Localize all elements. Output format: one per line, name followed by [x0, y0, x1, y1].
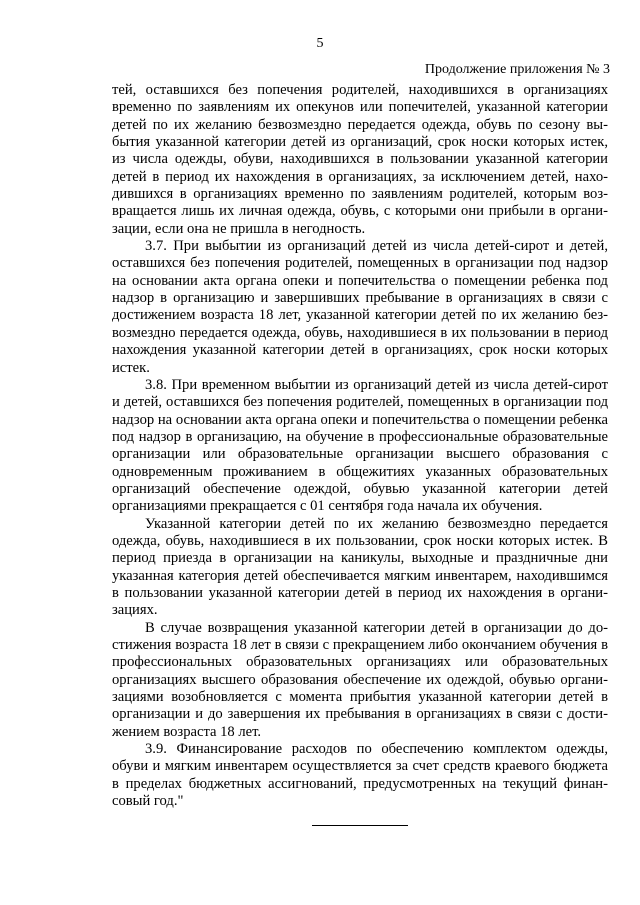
- document-body: [112, 82, 608, 810]
- end-of-text-rule: [312, 825, 408, 826]
- appendix-continuation-note: Продолжение приложения № 3: [424, 62, 610, 77]
- paragraph-continuation: тей, оставшихся без попечения родителей, находившихся в организациях временно по заявлениям их опекунов или попечителей, указанной категории детей по их желанию безвозмездно передается одежда, обувь по сезону выбытия указанной категории детей из организаций, срок носки которых истек, из числа одежды, обуви, находившихся в пользовании указанной категории детей в период их нахождения в организациях, за исключением детей, находившихся в организациях временно по заявлениям родителей, которым возвращается лишь их личная одежда, обувь, с которыми они прибыли в организации, если она не пришла в негодность.: [112, 82, 608, 237]
- paragraph-3-8: 3.8. При временном выбытии из организаций детей из числа детей-сирот и детей, оставшихся без попечения родителей, помещенных в организации под надзор на основании акта органа опеки и попечительства о помещении ребенка под надзор в организацию, на обучение в профессиональные образовательные организации или образовательные организации высшего образования с одновременным проживанием в общежитиях указанных образовательных организаций обеспечение одеждой, обувью указанной категории детей организациями прекращается с 01 сентября года начала их обучения.: [112, 376, 608, 515]
- page-number: 5: [316, 36, 324, 51]
- paragraph-3-8-return: В случае возвращения указанной категории детей в организации до достижения возраста 18 лет в связи с прекращением либо окончанием обучения в профессиональных образовательных организациях или образовательных организациях высшего образования обеспечение их одеждой, обувью организациями возобновляется с момента прибытия указанной категории детей в организации и до завершения их пребывания в организациях в связи с достижением возраста 18 лет.: [112, 619, 608, 740]
- paragraph-3-7: 3.7. При выбытии из организаций детей из числа детей-сирот и детей, оставшихся без попечения родителей, помещенных в организации под надзор на основании акта органа опеки и попечительства о помещении ребенка под надзор в организацию и завершивших пребывание в организациях в связи с достижением возраста 18 лет, указанной категории детей по их желанию безвозмездно передается одежда, обувь, находившиеся в их пользовании в период нахождения указанной категории детей в организациях, срок носки которых истек.: [112, 238, 608, 376]
- paragraph-3-9: 3.9. Финансирование расходов по обеспечению комплектом одежды, обуви и мягким инвентарем осуществляется за счет средств краевого бюджета в пределах бюджетных ассигнований, предусмотренных на текущий финансовый год.": [112, 741, 608, 810]
- paragraph-3-8-clothing: Указанной категории детей по их желанию безвозмездно передается одежда, обувь, находившиеся в их пользовании, срок носки которых истек. В период приезда в организации на каникулы, выходные и праздничные дни указанная категория детей обеспечивается мягким инвентарем, находившимся в пользовании указанной категории детей в период их нахождения в организациях.: [112, 515, 608, 619]
